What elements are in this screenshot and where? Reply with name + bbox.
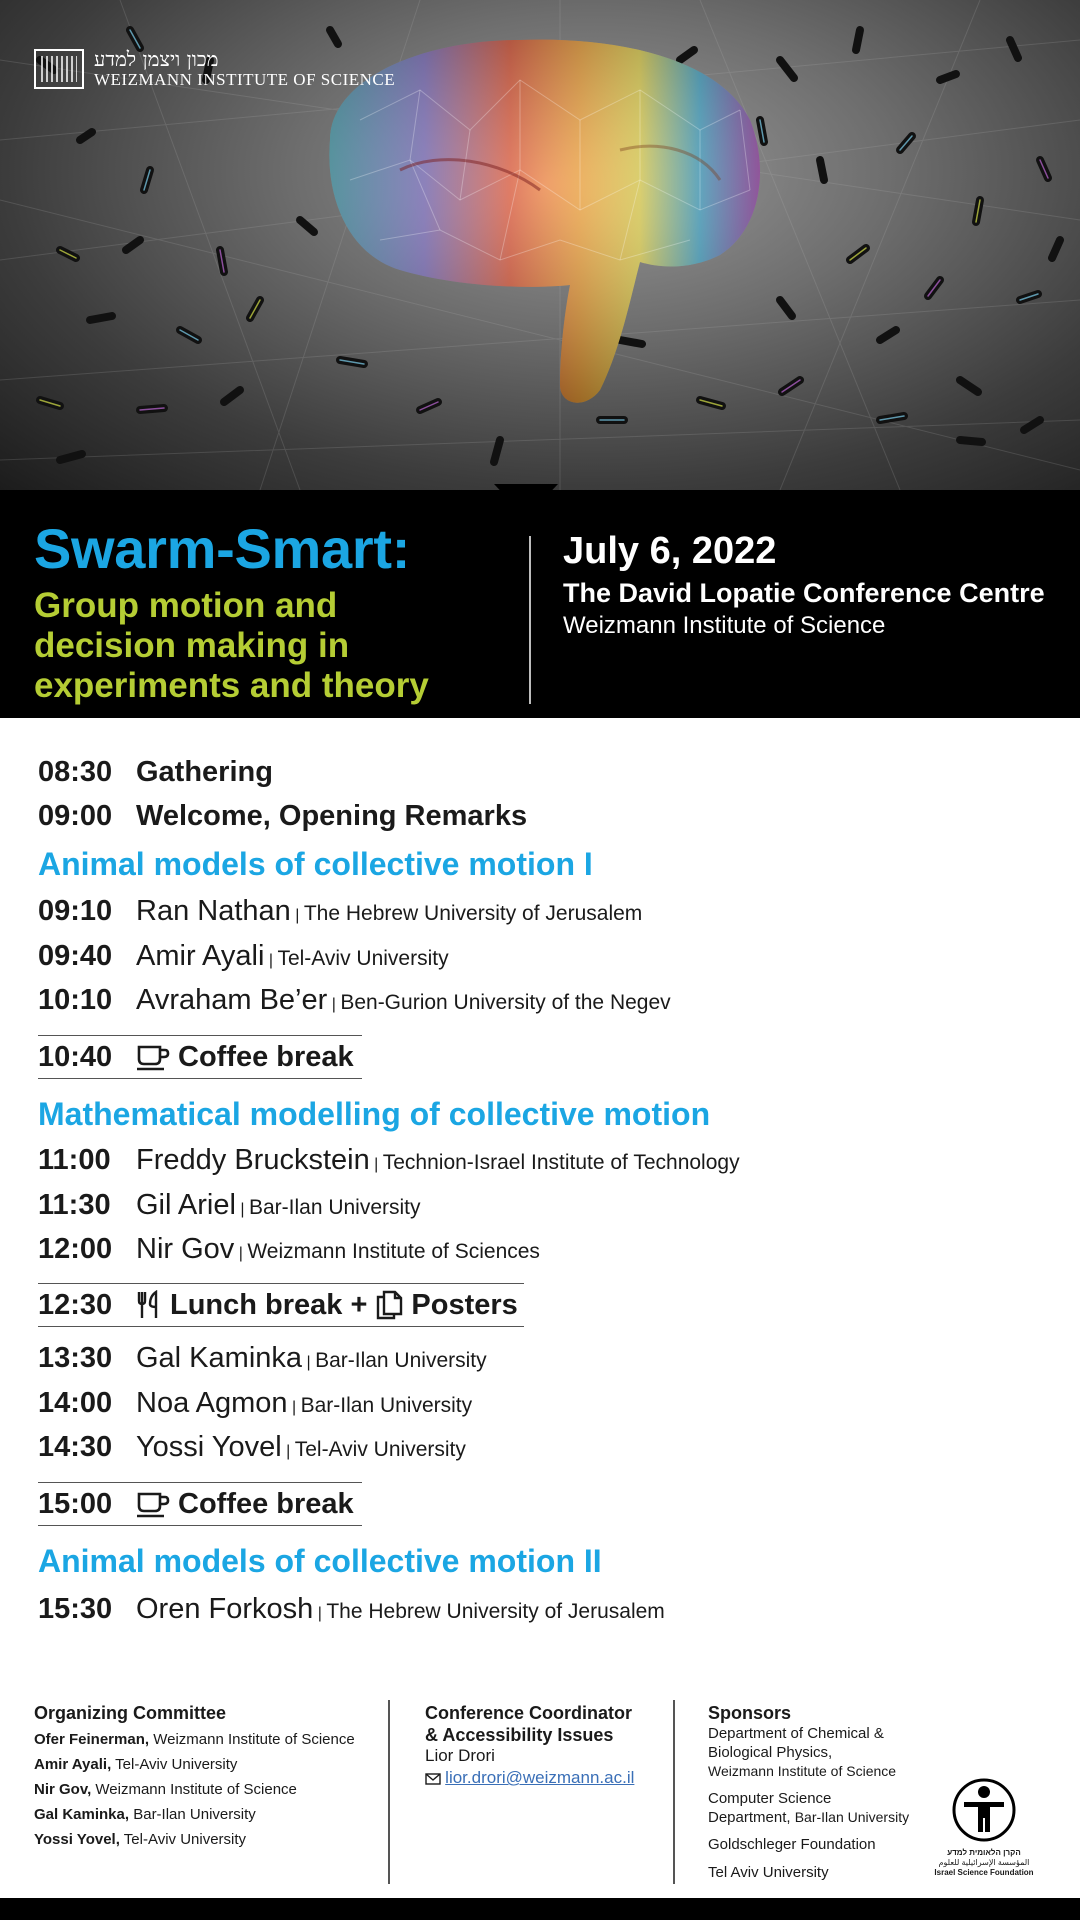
event-institution: Weizmann Institute of Science	[563, 612, 886, 639]
lunch-break-row: 12:30 Lunch break + Posters	[38, 1283, 524, 1327]
committee-member: Amir Ayali, Tel-Aviv University	[34, 1756, 238, 1773]
isf-english: Israel Science Foundation	[934, 1868, 1034, 1877]
isf-hebrew: הקרן הלאומית למדע	[947, 1848, 1021, 1857]
weizmann-logo	[34, 48, 395, 90]
logo-hebrew: מכון ויצמן למדע	[94, 47, 219, 71]
organizing-committee	[34, 1702, 374, 1850]
talk-row: 14:30 Yossi Yovel | Tel-Aviv University	[38, 1431, 466, 1463]
committee-member: Yossi Yovel, Tel-Aviv University	[34, 1831, 247, 1848]
committee-member: Ofer Feinerman, Weizmann Institute of Science	[34, 1731, 355, 1748]
section-heading: Mathematical modelling of collective motion	[38, 1096, 711, 1132]
banner-notch	[494, 484, 558, 518]
sponsors	[708, 1702, 928, 1883]
sponsor-item: Goldschleger Foundation	[708, 1836, 876, 1853]
talk-row: 11:00 Freddy Bruckstein | Technion-Israel Institute of Technology	[38, 1144, 740, 1176]
coffee-cup-icon	[136, 1490, 170, 1518]
posters-icon	[375, 1290, 403, 1320]
coffee-break-row: 15:00 Coffee break	[38, 1482, 362, 1526]
event-date: July 6, 2022	[563, 530, 777, 572]
isf-emblem-icon	[952, 1778, 1016, 1842]
sponsor-item: Department of Chemical & Biological Physics, Weizmann Institute of Science	[708, 1725, 897, 1779]
committee-heading: Organizing Committee	[34, 1703, 227, 1723]
coffee-break-row: 10:40 Coffee break	[38, 1035, 362, 1079]
footer-divider	[388, 1700, 390, 1884]
talk-row: 09:40 Amir Ayali | Tel-Aviv University	[38, 940, 449, 972]
logo-english: WEIZMANN INSTITUTE OF SCIENCE	[94, 70, 396, 89]
committee-member: Gal Kaminka, Bar-Ilan University	[34, 1806, 256, 1823]
talk-row: 14:00 Noa Agmon | Bar-Ilan University	[38, 1387, 473, 1419]
footer-divider	[673, 1700, 675, 1884]
sponsors-heading: Sponsors	[708, 1703, 792, 1723]
talk-row: 10:10 Avraham Be’er | Ben-Gurion University of the Negev	[38, 984, 671, 1016]
weizmann-emblem-icon	[34, 49, 84, 89]
conference-coordinator: Conference Coordinator & Accessibility Issues Lior Drori lior.drori@weizmann.ac.il	[425, 1702, 665, 1789]
envelope-icon	[425, 1773, 441, 1785]
banner-divider	[529, 536, 531, 704]
coordinator-name: Lior Drori	[425, 1746, 495, 1765]
schedule-item: 09:00 Welcome, Opening Remarks	[38, 800, 528, 832]
sponsor-item: Computer Science Department, Bar-Ilan University	[708, 1790, 910, 1826]
event-title: Swarm-Smart:	[34, 517, 411, 580]
footer-bar	[0, 1898, 1080, 1920]
talk-row: 12:00 Nir Gov | Weizmann Institute of Sciences	[38, 1233, 540, 1265]
section-heading: Animal models of collective motion I	[38, 846, 593, 882]
schedule-item: 08:30 Gathering	[38, 756, 273, 788]
fork-knife-icon	[136, 1290, 162, 1320]
coordinator-email-link[interactable]: lior.drori@weizmann.ac.il	[445, 1768, 635, 1787]
section-heading: Animal models of collective motion II	[38, 1543, 602, 1579]
coffee-cup-icon	[136, 1043, 170, 1071]
talk-row: 15:30 Oren Forkosh | The Hebrew University of Jerusalem	[38, 1593, 665, 1625]
talk-row: 09:10 Ran Nathan | The Hebrew University of Jerusalem	[38, 895, 643, 927]
sponsor-item: Tel Aviv University	[708, 1864, 829, 1881]
event-subtitle: Group motion and decision making in experiments and theory	[34, 586, 429, 705]
brain-graphic	[329, 40, 760, 403]
isf-logo	[934, 1778, 1034, 1878]
talk-row: 13:30 Gal Kaminka | Bar-Ilan University	[38, 1342, 487, 1374]
isf-arabic: المؤسسة الإسرائيلية للعلوم	[938, 1858, 1030, 1867]
event-venue: The David Lopatie Conference Centre	[563, 578, 1045, 608]
committee-member: Nir Gov, Weizmann Institute of Science	[34, 1781, 297, 1798]
hero-image	[0, 0, 1080, 490]
talk-row: 11:30 Gil Ariel | Bar-Ilan University	[38, 1189, 421, 1221]
